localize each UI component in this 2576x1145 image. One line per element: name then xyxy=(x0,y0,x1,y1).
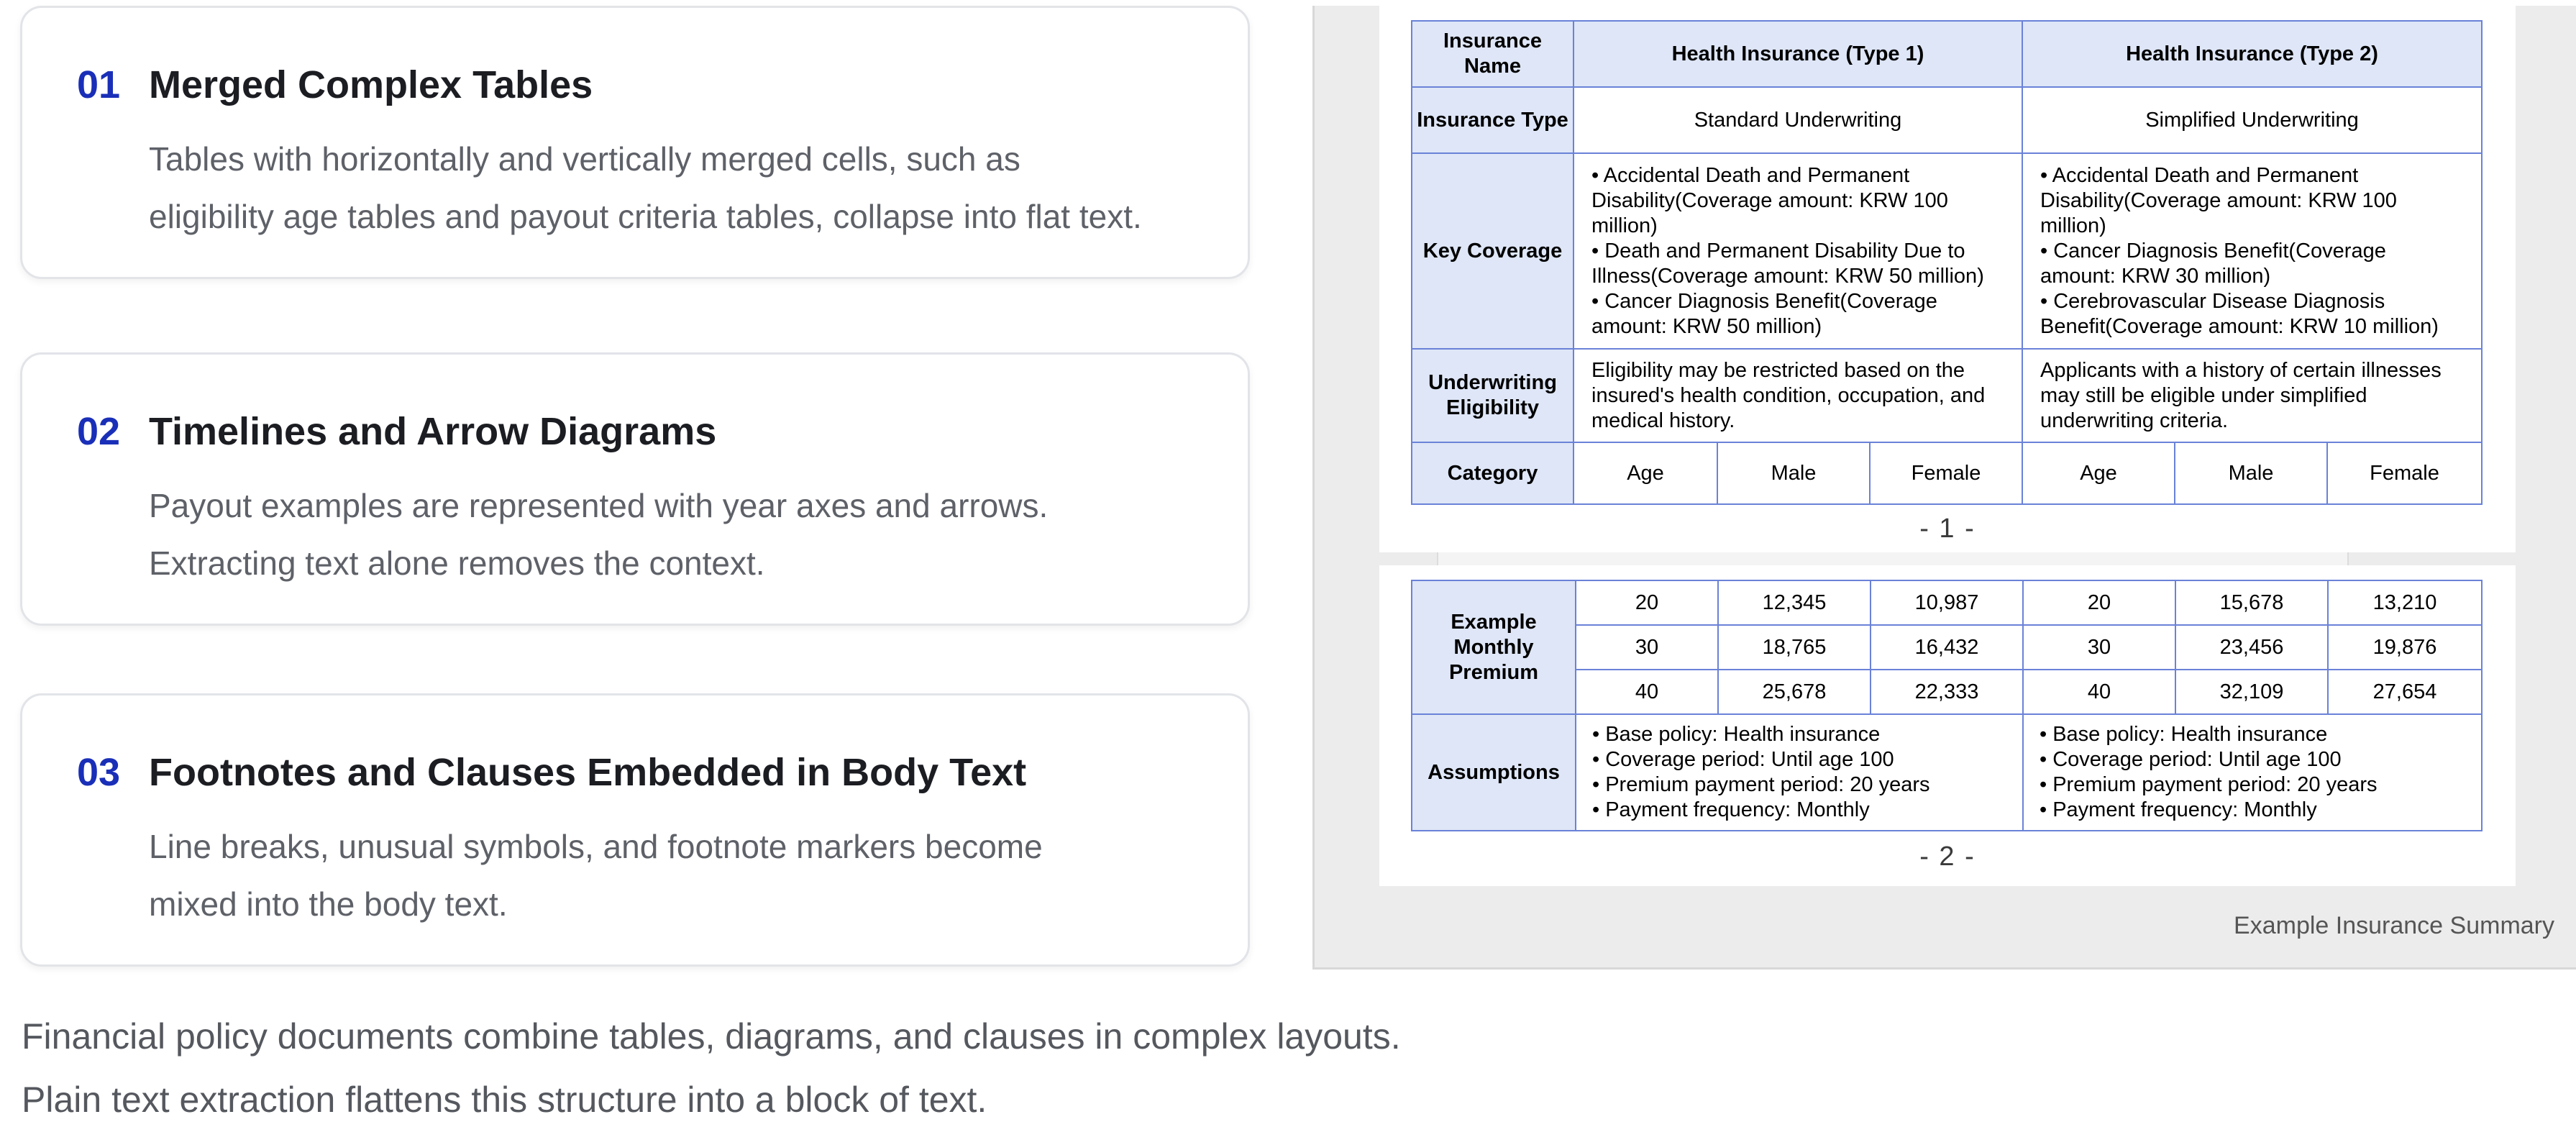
monthly-premium-label: Example Monthly Premium xyxy=(1412,580,1576,714)
premium-cell: 27,654 xyxy=(2328,670,2482,714)
feature-card-timelines xyxy=(20,352,1250,626)
card-description xyxy=(149,130,1213,245)
card-description-line: eligibility age tables and payout criteria tables, collapse into flat text. xyxy=(149,198,1142,235)
document-page-1 xyxy=(1379,6,2516,552)
premium-cell: 16,432 xyxy=(1871,625,2023,670)
category-header-male: Male xyxy=(1717,442,1870,504)
product-2-coverage: • Accidental Death and Permanent Disability(Coverage amount: KRW 100 million) • Cancer Diagnosis Benefit(Coverage amount: KRW 30 million) • Cerebrovascular Disease Diagnosis Benefit(Coverage amount: KRW 10 million) xyxy=(2022,153,2482,349)
premium-cell: 15,678 xyxy=(2175,580,2328,625)
premium-cell: 10,987 xyxy=(1871,580,2023,625)
coverage-table xyxy=(1411,20,2483,505)
premium-cell: 40 xyxy=(2023,670,2175,714)
category-header-female: Female xyxy=(2327,442,2482,504)
key-coverage-label: Key Coverage xyxy=(1412,153,1574,349)
page-number: - 1 - xyxy=(1919,514,1976,544)
premium-cell: 30 xyxy=(2023,625,2175,670)
premium-cell: 19,876 xyxy=(2328,625,2482,670)
card-number: 01 xyxy=(77,63,121,106)
premium-cell: 20 xyxy=(1576,580,1718,625)
premium-cell: 32,109 xyxy=(2175,670,2328,714)
caption-line: Financial policy documents combine tables, diagrams, and clauses in complex layouts. xyxy=(22,1016,1401,1057)
document-page-2 xyxy=(1379,565,2516,886)
product-1-eligibility: Eligibility may be restricted based on the insured's health condition, occupation, and medical history. xyxy=(1574,349,2022,442)
product-1-assumptions: • Base policy: Health insurance • Coverage period: Until age 100 • Premium payment period: 20 years • Payment frequency: Monthly xyxy=(1576,714,2023,831)
insurance-name-label: Insurance Name xyxy=(1412,21,1574,87)
card-description-line: mixed into the body text. xyxy=(149,885,508,923)
product-1-coverage: • Accidental Death and Permanent Disability(Coverage amount: KRW 100 million) • Death and Permanent Disability Due to Illness(Coverage amount: KRW 50 million) • Cancer Diagnosis Benefit(Coverage amount: KRW 50 million) xyxy=(1574,153,2022,349)
category-header-female: Female xyxy=(1870,442,2022,504)
premium-cell: 20 xyxy=(2023,580,2175,625)
product-2-name: Health Insurance (Type 2) xyxy=(2022,21,2482,87)
feature-card-footnotes xyxy=(20,693,1250,967)
category-header-age: Age xyxy=(2022,442,2175,504)
premium-cell: 12,345 xyxy=(1718,580,1871,625)
product-1-name: Health Insurance (Type 1) xyxy=(1574,21,2022,87)
assumptions-label: Assumptions xyxy=(1412,714,1576,831)
premium-cell: 30 xyxy=(1576,625,1718,670)
premium-cell: 22,333 xyxy=(1871,670,2023,714)
card-description xyxy=(149,477,1213,592)
premium-cell: 40 xyxy=(1576,670,1718,714)
product-1-type: Standard Underwriting xyxy=(1574,87,2022,153)
document-footer: Example Insurance Summary xyxy=(2234,912,2554,939)
product-2-eligibility: Applicants with a history of certain illnesses may still be eligible under simplified underwriting criteria. xyxy=(2022,349,2482,442)
card-description xyxy=(149,818,1213,933)
feature-card-merged-tables xyxy=(20,6,1250,279)
card-title: Footnotes and Clauses Embedded in Body Text xyxy=(149,751,1027,794)
category-label: Category xyxy=(1412,442,1574,504)
card-description-line: Extracting text alone removes the context. xyxy=(149,544,765,582)
category-header-male: Male xyxy=(2175,442,2327,504)
eligibility-label: Underwriting Eligibility xyxy=(1412,349,1574,442)
card-number: 03 xyxy=(77,751,121,794)
premium-cell: 18,765 xyxy=(1718,625,1871,670)
card-title: Timelines and Arrow Diagrams xyxy=(149,410,717,453)
insurance-type-label: Insurance Type xyxy=(1412,87,1574,153)
card-description-line: Tables with horizontally and vertically merged cells, such as xyxy=(149,140,1020,178)
product-2-type: Simplified Underwriting xyxy=(2022,87,2482,153)
card-description-line: Payout examples are represented with year axes and arrows. xyxy=(149,487,1049,524)
premium-cell: 25,678 xyxy=(1718,670,1871,714)
premium-cell: 23,456 xyxy=(2175,625,2328,670)
document-preview-panel xyxy=(1312,6,2576,970)
premium-table xyxy=(1411,580,2483,831)
card-number: 02 xyxy=(77,410,121,453)
category-header-age: Age xyxy=(1574,442,1717,504)
card-description-line: Line breaks, unusual symbols, and footnote markers become xyxy=(149,828,1043,865)
product-2-assumptions: • Base policy: Health insurance • Coverage period: Until age 100 • Premium payment period: 20 years • Payment frequency: Monthly xyxy=(2023,714,2482,831)
caption-line: Plain text extraction flattens this structure into a block of text. xyxy=(22,1080,987,1120)
premium-cell: 13,210 xyxy=(2328,580,2482,625)
card-title: Merged Complex Tables xyxy=(149,63,593,106)
page-number: - 2 - xyxy=(1919,841,1976,872)
page-break-strip xyxy=(1437,552,2349,565)
